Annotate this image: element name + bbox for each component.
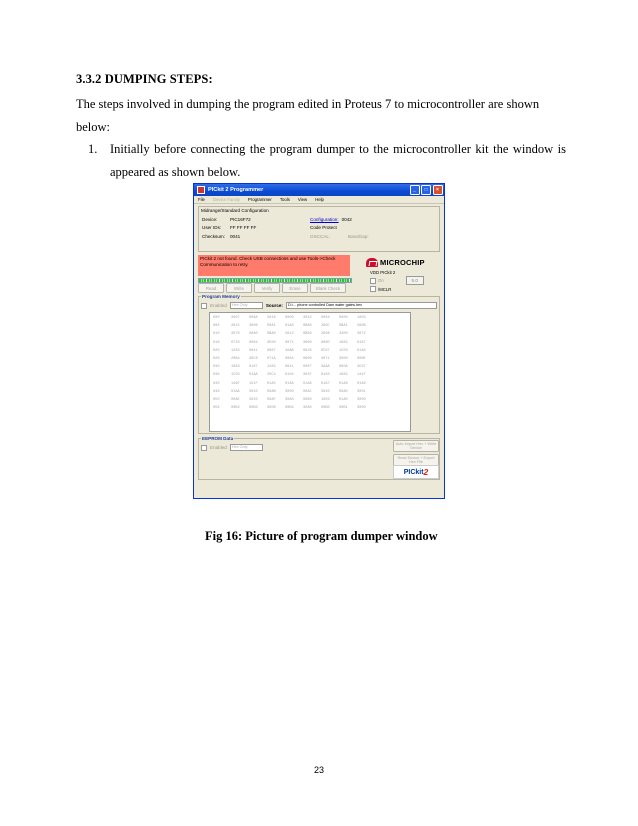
vdd-panel	[370, 270, 438, 292]
progress-bar	[198, 278, 352, 283]
read-button: Read	[198, 283, 224, 293]
hex-row	[212, 339, 374, 347]
erase-button: Erase	[282, 283, 308, 293]
hex-value-cell: 2815	[231, 324, 240, 329]
hex-value-cell: 008D	[321, 340, 330, 345]
hex-value-cell: 01A6	[303, 381, 312, 386]
code-protect-label: Code Protect	[310, 225, 337, 230]
hex-value-cell: 1283	[231, 348, 240, 353]
hex-value-cell: 01A0	[357, 348, 366, 353]
menu-tools: Tools	[279, 197, 290, 202]
hex-value-cell: 0800	[303, 357, 312, 362]
source-label: Source:	[265, 303, 283, 308]
hex-value-cell: 141F	[357, 373, 366, 378]
bandgap-label: BandGap:	[348, 234, 369, 239]
window-titlebar	[194, 184, 444, 196]
side-buttons	[393, 440, 439, 466]
eeprom-controls	[201, 444, 263, 451]
progress-fill	[199, 279, 351, 282]
hex-value-cell: 3000	[357, 406, 366, 411]
list-item-line-2: appeared as shown below.	[110, 165, 241, 179]
configuration-group	[198, 206, 440, 252]
blank-check-button: Blank Check	[310, 283, 346, 293]
pm-enabled-checkbox	[201, 303, 207, 309]
device-value: PIC16F72	[230, 217, 251, 222]
app-icon	[197, 186, 205, 194]
pm-enabled-label: Enabled	[210, 303, 227, 308]
pm-hex-only-select: Hex Only	[230, 302, 263, 309]
microchip-logo	[366, 258, 425, 267]
hex-address-cell: 030	[213, 365, 220, 370]
hex-value-cell: 0BA0	[267, 332, 276, 337]
mclr-checkbox	[370, 286, 376, 292]
verify-button: Verify	[254, 283, 280, 293]
hex-value-cell: 3070	[231, 332, 240, 337]
hex-address-cell: 028	[213, 357, 220, 362]
hex-value-cell: 0071	[285, 340, 294, 345]
hex-value-cell: 20C4	[267, 373, 276, 378]
hex-value-cell: 3007	[231, 316, 240, 321]
pickit-logo-number: 2	[423, 467, 429, 477]
menu-device-family: Device Family	[212, 197, 240, 202]
hex-value-cell: 01A9	[357, 381, 366, 386]
hex-value-cell: 01AA	[231, 389, 240, 394]
hex-value-cell: 280B	[357, 324, 366, 329]
hex-value-cell: 00A0	[249, 332, 258, 337]
checksum-value: 0041	[230, 234, 241, 239]
hex-value-cell: 3000	[357, 397, 366, 402]
hex-row	[212, 404, 374, 412]
hex-row	[212, 363, 374, 371]
hex-address-cell: 048	[213, 389, 220, 394]
program-memory-title: Program Memory	[202, 294, 240, 299]
read-export-button: Read Device + Export Hex File	[393, 454, 439, 466]
hex-value-cell: 0841	[285, 365, 294, 370]
hex-value-cell: 1683	[231, 365, 240, 370]
hex-value-cell: 0BA0	[303, 324, 312, 329]
hex-value-cell: 071A	[267, 357, 276, 362]
eeprom-title: EEPROM Data	[202, 436, 234, 441]
hex-value-cell: 0087	[267, 348, 276, 353]
hex-value-cell: 149F	[231, 381, 240, 386]
hex-row	[212, 347, 374, 355]
ee-hex-only-select: Hex Only	[230, 444, 263, 451]
hex-row	[212, 322, 374, 330]
hex-value-cell: 30C8	[249, 357, 258, 362]
hex-value-cell: 00A1	[267, 324, 276, 329]
hex-row	[212, 355, 374, 363]
hex-value-cell: 0084	[285, 357, 294, 362]
hex-value-cell: 0BA1	[339, 324, 348, 329]
hex-value-cell: 0087	[303, 365, 312, 370]
hex-value-cell: 3042	[303, 316, 312, 321]
hex-value-cell: 00AF	[267, 397, 276, 402]
hex-value-cell: 30A0	[303, 406, 312, 411]
hex-value-cell: 3040	[321, 389, 330, 394]
configuration-value: 0042	[341, 217, 352, 222]
list-item-number: 1.	[88, 142, 98, 156]
hex-row	[212, 388, 374, 396]
hex-value-cell: 3000	[339, 357, 348, 362]
microchip-logo-icon	[366, 258, 378, 267]
hex-value-cell: 008E	[357, 357, 366, 362]
hex-value-cell: 3C07	[357, 365, 366, 370]
hex-value-cell: 0187	[357, 340, 366, 345]
vdd-label: VDD PICkit 2	[370, 270, 396, 275]
hex-value-cell: 1683	[339, 340, 348, 345]
hex-table	[212, 314, 374, 412]
hex-value-cell: 1C03	[231, 373, 240, 378]
eeprom-group	[198, 438, 440, 480]
paragraph-line-1: The steps involved in dumping the program edited in Proteus 7 to microcontroller are shown	[76, 97, 540, 111]
hex-value-cell: 0841	[249, 348, 258, 353]
hex-value-cell: 1003	[357, 316, 366, 321]
hex-value-cell: 0826	[303, 348, 312, 353]
hex-value-cell: 3AAB	[285, 348, 294, 353]
hex-value-cell: 2812	[285, 332, 294, 337]
pickit-logo-text: PICkit	[403, 468, 424, 476]
program-memory-group	[198, 296, 440, 434]
config-title: Midrange/Standard Configuration	[201, 208, 269, 213]
checksum-row	[202, 234, 369, 239]
hex-value-cell: 0B89	[303, 332, 312, 337]
hex-row	[212, 371, 374, 379]
hex-value-cell: 008A	[249, 316, 258, 321]
hex-value-cell: 1283	[267, 365, 276, 370]
auto-import-button: Auto Import Hex + Write Device	[393, 440, 439, 452]
status-message: PICkit 2 not found. Check USB connections and use Tools->Check Communication to retry.	[198, 255, 350, 276]
ee-enabled-checkbox	[201, 445, 207, 451]
userid-label: User IDs:	[202, 225, 222, 230]
vdd-on-label: On	[378, 278, 384, 283]
hex-value-cell: 00B3	[249, 406, 258, 411]
hex-value-cell: 20B4	[231, 357, 240, 362]
hex-value-cell: 3000	[285, 389, 294, 394]
page-number: 23	[313, 765, 324, 775]
hex-value-cell: 01A0	[285, 324, 294, 329]
hex-value-cell: 30A0	[285, 397, 294, 402]
hex-value-cell: 0000	[285, 316, 294, 321]
hex-row	[212, 380, 374, 388]
hex-value-cell: 301F	[303, 373, 312, 378]
hex-value-cell: 01A6	[285, 381, 294, 386]
checksum-label: Checksum:	[202, 234, 225, 239]
hex-value-cell: 1003	[321, 397, 330, 402]
hex-value-cell: 01A5	[267, 381, 276, 386]
vdd-on-checkbox	[370, 278, 376, 284]
hex-value-cell: 3AAA	[321, 365, 330, 370]
hex-value-cell: 3001	[357, 389, 366, 394]
minimize-icon: _	[410, 185, 420, 195]
hex-address-cell: 058	[213, 406, 220, 411]
hex-value-cell: 3010	[249, 389, 258, 394]
hex-value-cell: 3006	[249, 324, 258, 329]
hex-value-cell: 0187	[249, 365, 258, 370]
hex-value-cell: 2808	[321, 332, 330, 337]
section-heading: 3.3.2 DUMPING STEPS:	[76, 72, 213, 86]
ee-enabled-label: Enabled	[210, 445, 227, 450]
hex-value-cell: 1C03	[339, 348, 348, 353]
hex-value-cell: 00B2	[231, 406, 240, 411]
osccal-label: OSCCAL:	[310, 234, 331, 239]
menu-view: View	[297, 197, 308, 202]
hex-value-cell: 01A0	[339, 397, 348, 402]
hex-value-cell: 0080	[303, 397, 312, 402]
hex-value-cell: 0C87	[321, 348, 330, 353]
close-icon: ×	[433, 185, 443, 195]
hex-address-cell: 040	[213, 381, 220, 386]
hex-value-cell: 0000	[339, 316, 348, 321]
paragraph-line-2: below:	[76, 120, 111, 134]
hex-address-cell: 010	[213, 332, 220, 337]
hex-address-cell: 018	[213, 340, 220, 345]
microchip-logo-text: MICROCHIP	[380, 258, 425, 267]
hex-value-cell: 00B4	[285, 406, 294, 411]
hex-value-cell: 00AE	[231, 397, 240, 402]
vdd-voltage-field: 5.0	[406, 276, 424, 285]
hex-row	[212, 314, 374, 322]
hex-value-cell: 01A7	[321, 381, 330, 386]
hex-value-cell: 0720	[231, 340, 240, 345]
hex-row	[212, 396, 374, 404]
hex-value-cell: 00AD	[339, 389, 348, 394]
menu-file: File	[198, 197, 205, 202]
hex-row	[212, 330, 374, 338]
hex-value-cell: 0084	[249, 340, 258, 345]
source-field: D:\... phone controlled Dam water gates.hex	[286, 302, 437, 309]
hex-value-cell: 0104	[285, 373, 294, 378]
hex-address-cell: 038	[213, 373, 220, 378]
write-button: Write	[226, 283, 252, 293]
hex-value-cell: 080A	[339, 365, 348, 370]
hex-value-cell: 0183	[321, 373, 330, 378]
userid-value: FF FF FF FF	[230, 225, 257, 230]
configuration-link: Configuration:	[310, 217, 339, 222]
window-title: PICkit 2 Programmer	[208, 187, 264, 193]
hex-address-cell: 000	[213, 316, 220, 321]
hex-grid	[209, 312, 411, 432]
hex-value-cell: 01A8	[339, 381, 348, 386]
hex-value-cell: 3E00	[267, 340, 276, 345]
list-item-line-1: Initially before connecting the program dumper to the microcontroller kit the window is	[110, 142, 566, 156]
userid-row	[202, 225, 337, 230]
hex-value-cell: 0084	[321, 316, 330, 321]
menu-programmer: Programmer	[247, 197, 272, 202]
hex-value-cell: 3008	[267, 406, 276, 411]
hex-value-cell: 3000	[303, 340, 312, 345]
device-row	[202, 217, 352, 222]
hex-value-cell: 3400	[339, 332, 348, 337]
pickit2-logo	[393, 465, 439, 479]
hex-value-cell: 2818	[267, 316, 276, 321]
program-memory-controls	[201, 302, 437, 309]
menu-help: Help	[315, 197, 324, 202]
figure-caption: Fig 16: Picture of program dumper window	[205, 529, 438, 543]
hex-value-cell: 1683	[339, 373, 348, 378]
menu-bar	[194, 196, 444, 204]
hex-address-cell: 050	[213, 397, 220, 402]
hex-value-cell: 3072	[357, 332, 366, 337]
mclr-label: /MCLR	[378, 286, 392, 292]
hex-value-cell: 01AA	[249, 373, 258, 378]
hex-value-cell: 3020	[249, 397, 258, 402]
pickit-window-figure	[193, 183, 445, 499]
hex-value-cell: 00B1	[339, 406, 348, 411]
hex-value-cell: 00AB	[267, 389, 276, 394]
hex-value-cell: 0071	[321, 357, 330, 362]
hex-value-cell: 151F	[249, 381, 258, 386]
maximize-icon: □	[421, 185, 431, 195]
hex-address-cell: 020	[213, 348, 220, 353]
hex-value-cell: 00AC	[303, 389, 312, 394]
hex-address-cell: 008	[213, 324, 220, 329]
hex-value-cell: 280C	[321, 324, 330, 329]
device-label: Device:	[202, 217, 218, 222]
hex-value-cell: 00B0	[321, 406, 330, 411]
